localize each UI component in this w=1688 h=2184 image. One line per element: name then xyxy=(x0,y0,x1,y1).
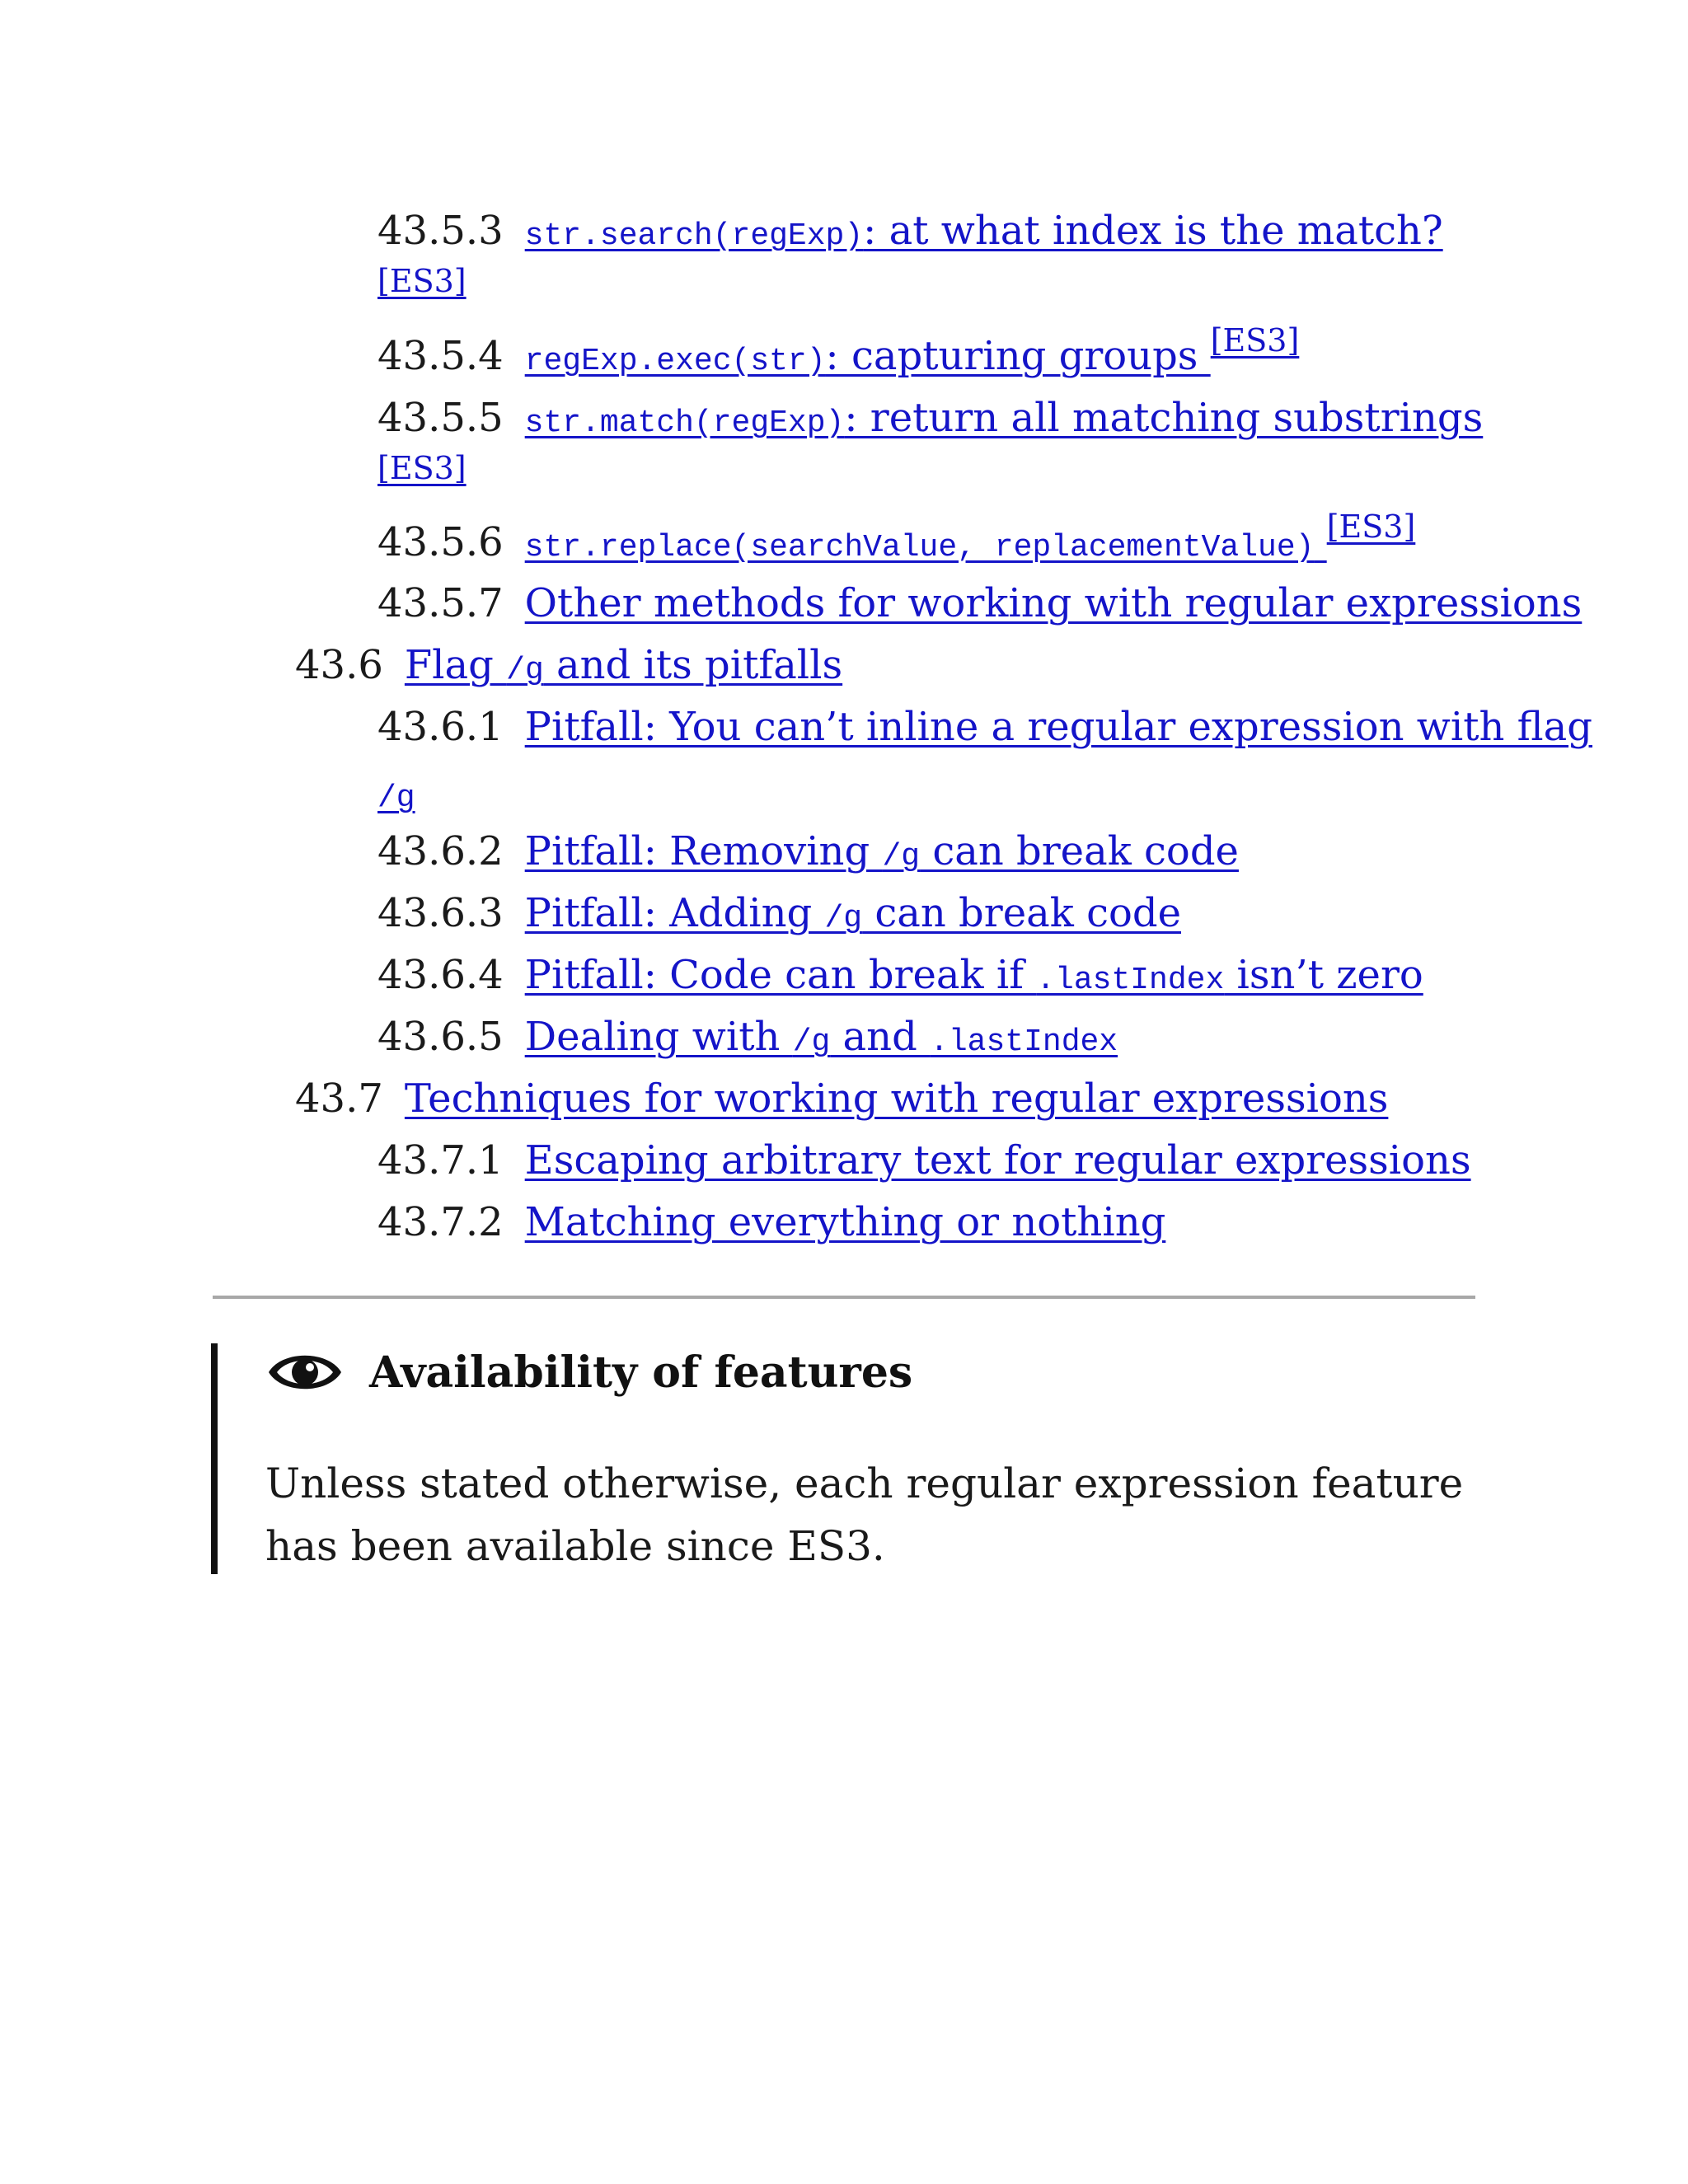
toc-code: str.search(regExp) xyxy=(524,218,864,254)
toc-link-text: isn’t zero xyxy=(1224,952,1423,998)
toc-code: str.match(regExp) xyxy=(524,405,845,441)
toc-entry-43-6 xyxy=(295,640,842,696)
toc-entry-43-5-5 xyxy=(377,393,1483,448)
toc-link-text: Pitfall: Adding xyxy=(524,890,825,936)
toc-link-text: Pitfall: Code can break if xyxy=(524,952,1037,998)
eye-icon xyxy=(265,1343,345,1401)
es3-tag-link[interactable]: [ES3] xyxy=(1210,322,1300,359)
horizontal-rule xyxy=(213,1296,1475,1299)
toc-link-text: : return all matching substrings xyxy=(844,395,1484,441)
toc-link-43-6-1-code[interactable] xyxy=(377,770,415,816)
toc-link-43-6-5[interactable] xyxy=(525,1014,1118,1060)
toc-link-43-7[interactable]: Techniques for working with regular expressions xyxy=(404,1076,1389,1122)
toc-entry-43-5-3-tag xyxy=(377,260,467,302)
callout-title: Availability of features xyxy=(369,1347,913,1398)
toc-link-43-7-2[interactable]: Matching everything or nothing xyxy=(524,1199,1166,1245)
toc-code: str.replace(searchValue, replacementValue) xyxy=(524,530,1315,565)
toc-link-43-6-4[interactable] xyxy=(525,952,1423,998)
toc-link-text: Flag xyxy=(404,642,507,688)
toc-link-text: and its pitfalls xyxy=(543,642,843,688)
toc-code: /g xyxy=(824,901,863,936)
toc-entry-43-5-4 xyxy=(377,322,1300,387)
toc-entry-43-7-1 xyxy=(377,1136,1471,1185)
toc-number: 43.5.3 xyxy=(377,208,504,254)
toc-link-text: can break code xyxy=(862,890,1181,936)
toc-number: 43.6.2 xyxy=(377,828,504,874)
toc-code: regExp.exec(str) xyxy=(524,344,826,379)
toc-link-text: : at what index is the match? xyxy=(863,208,1443,254)
toc-link-43-6-1[interactable]: Pitfall: You can’t inline a regular expression with flag xyxy=(524,704,1593,750)
toc-link-43-5-5[interactable] xyxy=(525,395,1484,441)
toc-entry-43-6-5 xyxy=(377,1012,1118,1067)
toc-number: 43.6.5 xyxy=(377,1014,504,1060)
toc-link-43-5-7[interactable]: Other methods for working with regular expressions xyxy=(524,580,1582,626)
es3-tag-link[interactable]: [ES3] xyxy=(1326,509,1416,545)
toc-code: /g xyxy=(792,1024,831,1060)
toc-link-43-6-2[interactable] xyxy=(525,828,1239,874)
toc-entry-43-6-1-cont xyxy=(377,768,415,823)
toc-link-text: Pitfall: Removing xyxy=(524,828,883,874)
toc-code: .lastIndex xyxy=(1036,963,1225,998)
toc-link-text xyxy=(1314,519,1326,565)
toc-number: 43.5.7 xyxy=(377,580,504,626)
toc-entry-43-5-6 xyxy=(377,509,1416,573)
toc-number: 43.6.3 xyxy=(377,890,504,936)
toc-number: 43.7.2 xyxy=(377,1199,504,1245)
availability-callout xyxy=(211,1343,1487,1574)
toc-link-text: Dealing with xyxy=(524,1014,793,1060)
toc-code: /g xyxy=(882,839,921,874)
es3-tag-link[interactable]: [ES3] xyxy=(377,263,467,299)
toc-link-43-6-3[interactable] xyxy=(525,890,1181,936)
toc-number: 43.6 xyxy=(295,642,383,688)
toc-entry-43-5-7 xyxy=(377,579,1582,628)
toc-link-43-5-4[interactable] xyxy=(525,333,1211,379)
toc-number: 43.7 xyxy=(295,1076,383,1122)
toc-code: .lastIndex xyxy=(930,1024,1118,1060)
toc-link-43-5-3[interactable] xyxy=(525,208,1443,254)
callout-body: Unless stated otherwise, each regular expression feature has been available since ES3. xyxy=(265,1460,1464,1570)
toc-number: 43.5.4 xyxy=(377,333,504,379)
toc-number: 43.5.6 xyxy=(377,519,504,565)
callout-header xyxy=(265,1343,912,1401)
toc-entry-43-7-2 xyxy=(377,1197,1165,1247)
toc-link-43-5-6[interactable] xyxy=(525,519,1327,565)
toc-entry-43-5-3 xyxy=(377,206,1443,261)
toc-link-43-7-1[interactable]: Escaping arbitrary text for regular expressions xyxy=(524,1137,1471,1183)
toc-code: /g xyxy=(506,653,544,688)
toc-code: /g xyxy=(377,780,415,816)
toc-number: 43.5.5 xyxy=(377,395,504,441)
toc-entry-43-6-2 xyxy=(377,827,1239,882)
toc-link-43-6[interactable] xyxy=(405,642,842,688)
toc-entry-43-5-5-tag xyxy=(377,448,467,489)
toc-entry-43-7 xyxy=(295,1074,1388,1123)
toc-entry-43-6-4 xyxy=(377,950,1423,1005)
toc-link-text: can break code xyxy=(920,828,1239,874)
toc-link-text: : capturing groups xyxy=(825,333,1211,379)
toc-link-text: and xyxy=(830,1014,931,1060)
toc-entry-43-6-3 xyxy=(377,888,1181,944)
toc-number: 43.6.1 xyxy=(377,704,504,750)
toc-number: 43.7.1 xyxy=(377,1137,504,1183)
toc-number: 43.6.4 xyxy=(377,952,504,998)
toc-entry-43-6-1 xyxy=(377,702,1592,752)
es3-tag-link[interactable]: [ES3] xyxy=(377,450,467,486)
